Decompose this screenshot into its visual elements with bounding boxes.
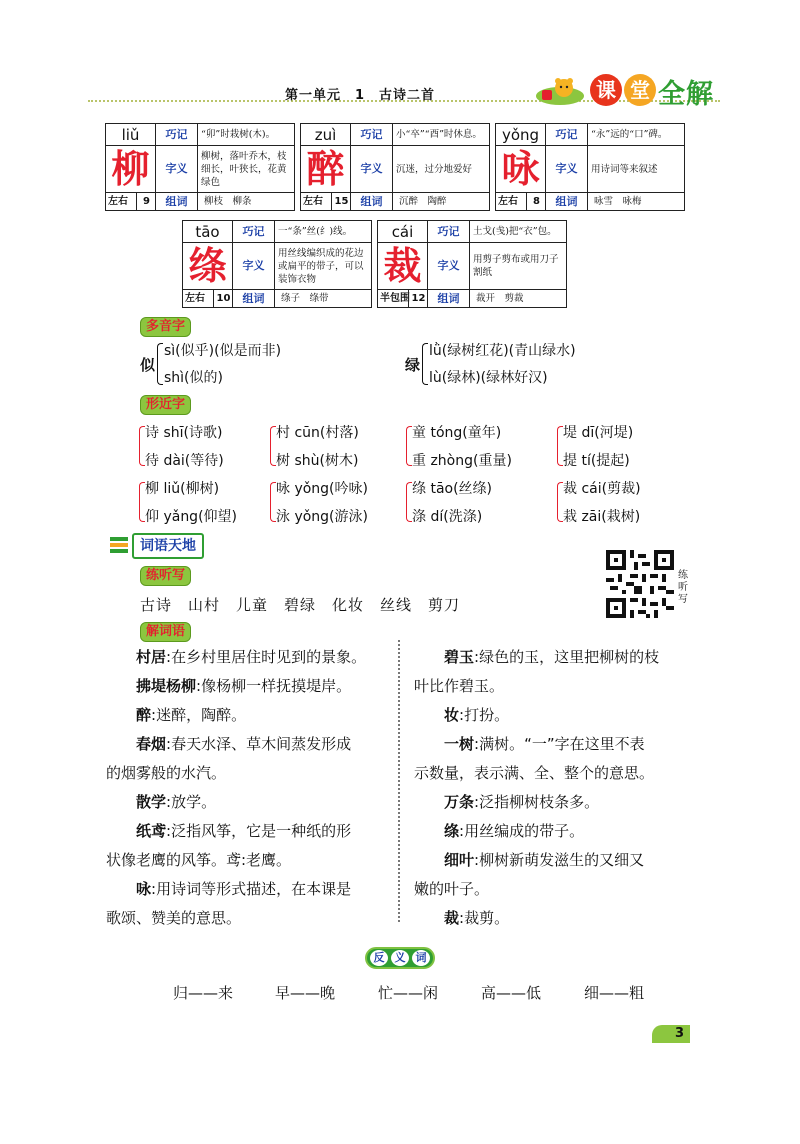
definition-text: :用丝编成的带子。 [459,822,585,840]
qiaoji-label: 巧记 [351,124,393,146]
char-pinyin: liǔ [106,124,156,146]
char-glyph: 咏 [496,146,546,192]
definition-text: :春天水泽、草木间蒸发形成 [166,735,352,753]
definition-entry [136,730,351,758]
duoyin-char-si: 似 [140,356,156,374]
definition-text: :泛指风筝，它是一种纸的形 [166,822,352,840]
stroke-count: 15 [331,193,351,211]
brand-char-ke: 课 [590,74,622,106]
duoyin-line: shì(似的) [164,370,223,386]
char-glyph: 绦 [183,243,233,289]
char-pinyin: zuì [301,124,351,146]
fanyici-char: 义 [391,950,409,966]
definition-continuation: 示数量，表示满、全、整个的意思。 [414,764,655,782]
stroke-count: 10 [213,290,233,308]
definition-text: :放学。 [166,793,217,811]
zuci-text: 柳枝 柳条 [198,192,294,210]
definition-continuation: 状像老鹰的风筝。鸢:老鹰。 [106,851,292,869]
similar-char-entry: 涤 dí(洗涤) [412,509,483,525]
brand-logo [534,70,724,110]
definition-text: :泛指柳树枝条多。 [474,793,600,811]
ziyi-value: 用丝线编织成的花边或扁平的带子，可以装饰衣物 [278,247,364,285]
definition-text: :像杨柳一样抚摸堤岸。 [196,677,352,695]
similar-char-entry: 树 shù(树木) [276,453,359,469]
definition-entry [136,817,351,845]
definition-term: 散学 [136,793,167,811]
ziyi-label: 字义 [351,146,393,192]
char-pinyin: cái [378,221,428,243]
char-structure [378,289,428,307]
definition-term: 万条 [444,793,475,811]
zuci-text: 沉醉 陶醉 [393,192,489,210]
page-title: 第一单元 1 古诗二首 [285,88,436,103]
qiaoji-label: 巧记 [156,124,198,146]
definition-entry [444,817,584,845]
zuci-text: 裁开 剪裁 [470,289,566,307]
similar-char-entry: 村 cūn(村落) [276,425,359,441]
xingjinzi-tag: 形近字 [140,395,191,415]
duoyin-line: sì(似乎)(似是而非) [164,343,282,359]
definition-term: 拂堤杨柳 [136,677,197,695]
ziyi-label: 字义 [233,243,275,289]
fanyici-char: 反 [370,950,388,966]
char-structure [106,192,156,210]
char-pinyin: yǒng [496,124,546,146]
qr-code-icon[interactable] [606,550,674,618]
definition-entry [444,846,644,874]
definition-entry [444,788,599,816]
definition-text: :满树。“一”字在这里不表 [474,735,645,753]
char-card-4 [377,220,567,308]
char-card-2 [495,123,685,211]
zuci-label: 组词 [428,289,470,307]
ziyi-value: 用诗词等来叙述 [591,163,658,175]
ziyi-label: 字义 [428,243,470,289]
lianting-tag: 练听写 [140,566,191,586]
antonym-pair: 忙——闲 [378,984,439,1002]
column-divider [398,640,400,922]
antonym-pair: 早——晚 [275,984,336,1002]
definition-text: :用诗词等形式描述，在本课是 [151,880,352,898]
definition-term: 醉 [136,706,152,724]
page-number: 3 [652,1025,690,1043]
duoyin-char-lv: 绿 [405,356,421,374]
char-structure [496,192,546,210]
ziyi-text [275,243,371,289]
zuci-text: 绦子 绦带 [275,289,371,307]
definition-term: 细叶 [444,851,475,869]
antonym-pair: 归——来 [173,984,234,1002]
definition-entry [444,643,659,671]
definition-term: 妆 [444,706,460,724]
zuci-label: 组词 [156,192,198,210]
qiaoji-label: 巧记 [428,221,470,243]
ziyi-text [470,243,566,289]
similar-char-entry: 泳 yǒng(游泳) [276,509,368,525]
definition-text: :裁剪。 [459,909,510,927]
dictation-words: 古诗 山村 儿童 碧绿 化妆 丝线 剪刀 [140,596,461,614]
antonym-pair: 高——低 [481,984,542,1002]
definition-text: :柳树新萌发滋生的又细又 [474,851,645,869]
stroke-count: 8 [526,193,546,211]
definition-continuation: 叶比作碧玉。 [414,677,505,695]
definition-term: 春烟 [136,735,167,753]
char-structure [301,192,351,210]
similar-char-entry: 重 zhòng(重量) [412,453,512,469]
definition-continuation: 歌颂、赞美的意思。 [106,909,242,927]
ziyi-value: 用剪子剪布或用刀子割纸 [473,254,559,278]
ziyi-label: 字义 [546,146,588,192]
definition-continuation: 嫩的叶子。 [414,880,490,898]
brace [422,343,428,385]
fanyici-char: 词 [412,950,430,966]
definition-entry [136,788,216,816]
similar-char-entry: 绦 tāo(丝绦) [412,481,493,497]
ziyi-text [393,146,489,192]
char-structure [183,289,233,307]
qiaoji-text: “卯”时栽树(木)。 [198,124,294,146]
fanyici-tag [365,947,435,969]
stroke-count: 9 [136,193,156,211]
similar-char-entry: 咏 yǒng(吟咏) [276,481,368,497]
structure-type: 左右 [185,293,205,304]
brand-quanjie: 全解 [658,79,714,110]
char-glyph: 裁 [378,243,428,289]
zuci-label: 组词 [233,289,275,307]
structure-type: 半包围 [380,293,410,304]
qiaoji-label: 巧记 [233,221,275,243]
stroke-count: 12 [408,290,428,308]
similar-char-entry: 提 tí(提起) [563,453,630,469]
brand-char-tang: 堂 [624,74,656,106]
section-title: 词语天地 [132,533,204,559]
definition-term: 绦 [444,822,460,840]
ziyi-value: 沉迷，过分地爱好 [396,163,473,175]
definition-entry [136,875,351,903]
ziyi-text [588,146,684,192]
definition-continuation: 的烟雾般的水汽。 [106,764,227,782]
duoyin-line: lǜ(绿树红花)(青山绿水) [429,343,576,359]
definition-entry [136,643,366,671]
ziyi-value: 柳树，落叶乔木，枝细长，叶狭长，花黄绿色 [201,150,287,188]
zuci-text: 咏雪 咏梅 [588,192,684,210]
ziyi-label: 字义 [156,146,198,192]
qr-label: 练听写 [678,570,688,605]
similar-char-entry: 童 tóng(童年) [412,425,502,441]
char-card-1 [300,123,490,211]
similar-char-entry: 裁 cái(剪裁) [563,481,641,497]
qiaoji-text: “永”远的“口”碑。 [588,124,684,146]
definition-entry [444,701,509,729]
zuci-label: 组词 [546,192,588,210]
antonym-pair: 细——粗 [584,984,645,1002]
similar-char-entry: 仰 yǎng(仰望) [145,509,237,525]
definition-term: 咏 [136,880,152,898]
definition-entry [136,701,246,729]
definition-term: 裁 [444,909,460,927]
ziyi-text [198,146,294,192]
definition-entry [444,730,645,758]
similar-char-entry: 栽 zāi(栽树) [563,509,641,525]
brace [157,343,163,385]
zuci-label: 组词 [351,192,393,210]
char-glyph: 醉 [301,146,351,192]
definition-entry [136,672,351,700]
section-banner [110,533,210,557]
qiaoji-text: 土戈(㦮)把“衣”包。 [470,221,566,243]
qiaoji-label: 巧记 [546,124,588,146]
definition-text: :在乡村里居住时见到的景象。 [166,648,367,666]
similar-char-entry: 待 dài(等待) [145,453,224,469]
similar-char-entry: 柳 liǔ(柳树) [145,481,220,497]
structure-type: 左右 [108,196,128,207]
definition-text: :绿色的玉，这里把柳树的枝 [474,648,660,666]
char-pinyin: tāo [183,221,233,243]
definition-term: 村居 [136,648,167,666]
jieciyu-tag: 解词语 [140,622,191,642]
duoyin-line: lù(绿林)(绿林好汉) [429,370,548,386]
char-card-3 [182,220,372,308]
structure-type: 左右 [498,196,518,207]
char-glyph: 柳 [106,146,156,192]
definition-term: 一树 [444,735,475,753]
qiaoji-text: 小“卒”“酉”时休息。 [393,124,489,146]
bear-mascot-icon [534,76,586,106]
qiaoji-text: 一“条”丝(纟)线。 [275,221,371,243]
duoyinzi-tag: 多音字 [140,317,191,337]
definition-entry [444,904,509,932]
char-card-0 [105,123,295,211]
structure-type: 左右 [303,196,323,207]
definition-term: 碧玉 [444,648,475,666]
definition-term: 纸鸢 [136,822,167,840]
similar-char-entry: 诗 shī(诗歌) [145,425,223,441]
stripes-icon [110,537,128,553]
definition-text: :打扮。 [459,706,510,724]
definition-text: :迷醉，陶醉。 [151,706,247,724]
similar-char-entry: 堤 dī(河堤) [563,425,634,441]
